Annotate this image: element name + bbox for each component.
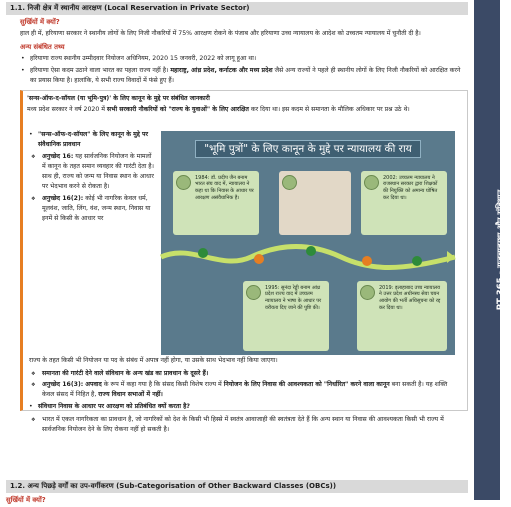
- article-text: बना सकती है। यह शक्ति केवल संसद में निहित है,: [42, 381, 448, 399]
- why-label: सुर्खियों में क्यों?: [20, 18, 60, 27]
- equality-note: [29, 369, 461, 379]
- why-restrict-heading: [29, 402, 461, 412]
- article-label: अनुच्छेद 16(2):: [42, 195, 84, 203]
- judge-icon: [360, 285, 375, 300]
- section-heading: 1.2. अन्य पिछड़े वर्गों का उप-वर्गीकरण (Sub-Categorisation of Other Backward Classes (OBCs)): [6, 480, 468, 493]
- other-facts-label: अन्य संबंधित तथ्य: [20, 42, 65, 51]
- article-label: अनुच्छेद 16:: [42, 153, 74, 161]
- article-bold: नियोजन के लिए निवास की आवश्यकता को "निर्धारित" करने वाला कानून: [223, 381, 390, 389]
- provisions-continued: [29, 369, 461, 436]
- fact-item: • हरियाणा राज्य स्थानीय उम्मीदवार नियोजन अधिनियम, 2020 15 जनवरी, 2022 को लागू हुआ था।: [20, 54, 468, 64]
- section-heading: 1.1. निजी क्षेत्र में स्थानीय आरक्षण (Local Reservation in Private Sector): [6, 2, 468, 15]
- article-label: अनुच्छेद 16(3):: [42, 381, 84, 389]
- why-text: हाल ही में, हरियाणा सरकार ने स्थानीय लोगों के लिए निजी नौकरियों में 75% आरक्षण रोकने के पंजाब और हरियाणा उच्च न्यायालय के आदेश को उच्चतम न्यायालय में चुनौती दी है।: [20, 30, 421, 38]
- exception-label: अपवाद: [85, 381, 102, 389]
- box-intro: [27, 105, 463, 115]
- provisions-column: [29, 130, 157, 226]
- equality-note-text: समानता की गारंटी देने वाले संविधान के अन्य खंड का प्रावधान के दूसरे हैं।: [42, 369, 209, 377]
- timeline-dot: [412, 256, 422, 266]
- timeline-dot: [254, 254, 264, 264]
- single-citizenship-note: [29, 415, 461, 435]
- timeline-wave: [161, 241, 455, 273]
- infographic-title-text: "भूमि पुत्रों" के लिए कानून के मुद्दे पर न्यायालय की राय: [195, 140, 421, 158]
- continuation-text: राज्य के तहत किसी भी नियोजन या पद के संबंध में अपात्र नहीं होगा, या उसके साथ भेदभाव नहीं किया जाएगा।: [29, 356, 278, 364]
- timeline-dot: [306, 246, 316, 256]
- timeline-card: [361, 171, 447, 235]
- card-text: 2019: इलाहाबाद उच्च न्यायालय ने उत्तर प्रदेश अधीनस्थ सेवा चयन आयोग की भर्ती अधिसूचना को रद्द कर दिया था।: [379, 284, 441, 311]
- intro-text: कर दिया था। इस कदम से समानता के मौलिक अधिकार पर प्रश्न उठे थे।: [250, 105, 410, 113]
- fact-text: जैसे अन्य राज्यों ने पहले ही स्थानीय लोगों के लिए निजी नौकरियों को आरक्षित करने का प्रयास किया है। हालांकि, ये सभी राज्य विवादों में फंसे हुए हैं।: [30, 66, 461, 84]
- facts-list: [20, 54, 468, 86]
- judge-icon: [176, 175, 191, 190]
- card-text: 2002: उच्चतम न्यायालय ने राजस्थान सरकार द्वारा शिक्षकों की नियुक्ति को अमान्य घोषित कर दिया था।: [383, 174, 438, 201]
- section-2: [6, 480, 468, 507]
- intro-text: मध्य प्रदेश सरकार ने वर्ष 2020 में: [27, 105, 105, 113]
- provision-heading-text: "सन्स-ऑफ-द-सॉयल" के लिए कानून के मुद्दे पर संवैधानिक प्रावधान: [38, 130, 149, 148]
- article-16-3: [29, 380, 461, 400]
- timeline-dot: [198, 248, 208, 258]
- fact-text: हरियाणा ऐसा कदम उठाने वाला भारत का पहला राज्य नहीं है।: [30, 66, 169, 74]
- side-label: PT 365 - राजव्यवस्था और संविधान: [496, 189, 506, 311]
- why-label: सुर्खियों में क्यों?: [6, 496, 46, 505]
- card-text: 1995: सुनंदा रेड्डी बनाम आंध्र प्रदेश राज्य वाद में उच्चतम न्यायालय ने भाषा के आधार पर वरीयता दिए जाने की पुष्टि की।: [265, 284, 322, 311]
- article-text: के रूप में कहा गया है कि संसद किसी विशेष राज्य में: [103, 381, 222, 389]
- intro-bold: सभी सरकारी नौकरियों को "राज्य के युवाओं" के लिए आरक्षित: [106, 105, 249, 113]
- article-16-2: [29, 194, 157, 224]
- provision-heading: [29, 130, 157, 150]
- side-strip: [474, 0, 506, 500]
- why-restrict-text: संविधान निवास के आधार पर आरक्षण को प्रतिबंधित क्यों करता है?: [38, 403, 190, 411]
- timeline-card: [279, 171, 351, 235]
- court-opinion-infographic: [161, 131, 455, 355]
- timeline-card: [243, 281, 329, 351]
- timeline-card: [173, 171, 259, 235]
- infographic-title: [161, 141, 455, 158]
- judge-icon: [246, 285, 261, 300]
- judge-icon: [364, 175, 379, 190]
- timeline-arrow: [447, 251, 455, 263]
- article-bold: राज्य विधान सभाओं में नहीं।: [98, 391, 163, 399]
- court-building-icon: [282, 175, 297, 190]
- fact-item: [20, 66, 468, 86]
- article-text: यह सार्वजनिक नियोजन के मामलों में कानून के तहत समान व्यवहार की गारंटी देता है। साथ ही, राज्य को जन्म या निवास स्थान के आधार पर भेदभाव करने से रोकता है।: [42, 153, 154, 191]
- box-title: 'सन्स-ऑफ-द-सॉयल (या भूमि-पुत्र)' के लिए कानून के मुद्दे पर संबंधित जानकारी: [27, 94, 210, 102]
- states-list: महाराष्ट्र, आंध्र प्रदेश, कर्नाटक और मध्य प्रदेश: [170, 66, 273, 74]
- box-continuation: [29, 355, 461, 437]
- card-text: 1984: डॉ. प्रदीप जैन बनाम भारत संघ वाद में, न्यायालय ने कहा था कि निवास के आधार पर आरक्षण असंवैधानिक है।: [195, 174, 254, 201]
- timeline-card: [357, 281, 447, 351]
- info-box: [20, 90, 468, 434]
- article-16: [29, 152, 157, 192]
- timeline-dot: [362, 256, 372, 266]
- article-text: कोई भी नागरिक केवल धर्म, मूलवंश, जाति, लिंग, वंश, जन्म स्थान, निवास या इनमें से किसी के आधार पर: [42, 195, 151, 222]
- single-citizenship-text: भारत में एकल नागरिकता का प्रावधान है, जो नागरिकों को देश के किसी भी हिस्से में स्वतंत्र आवाजाही की स्वतंत्रता देते हैं कि अन्य स्थान या निवास की आवश्यकता किसी भी राज्य में सार्वजनिक नियोजन देने के लिए रोकना नहीं हो सकती है।: [42, 416, 444, 434]
